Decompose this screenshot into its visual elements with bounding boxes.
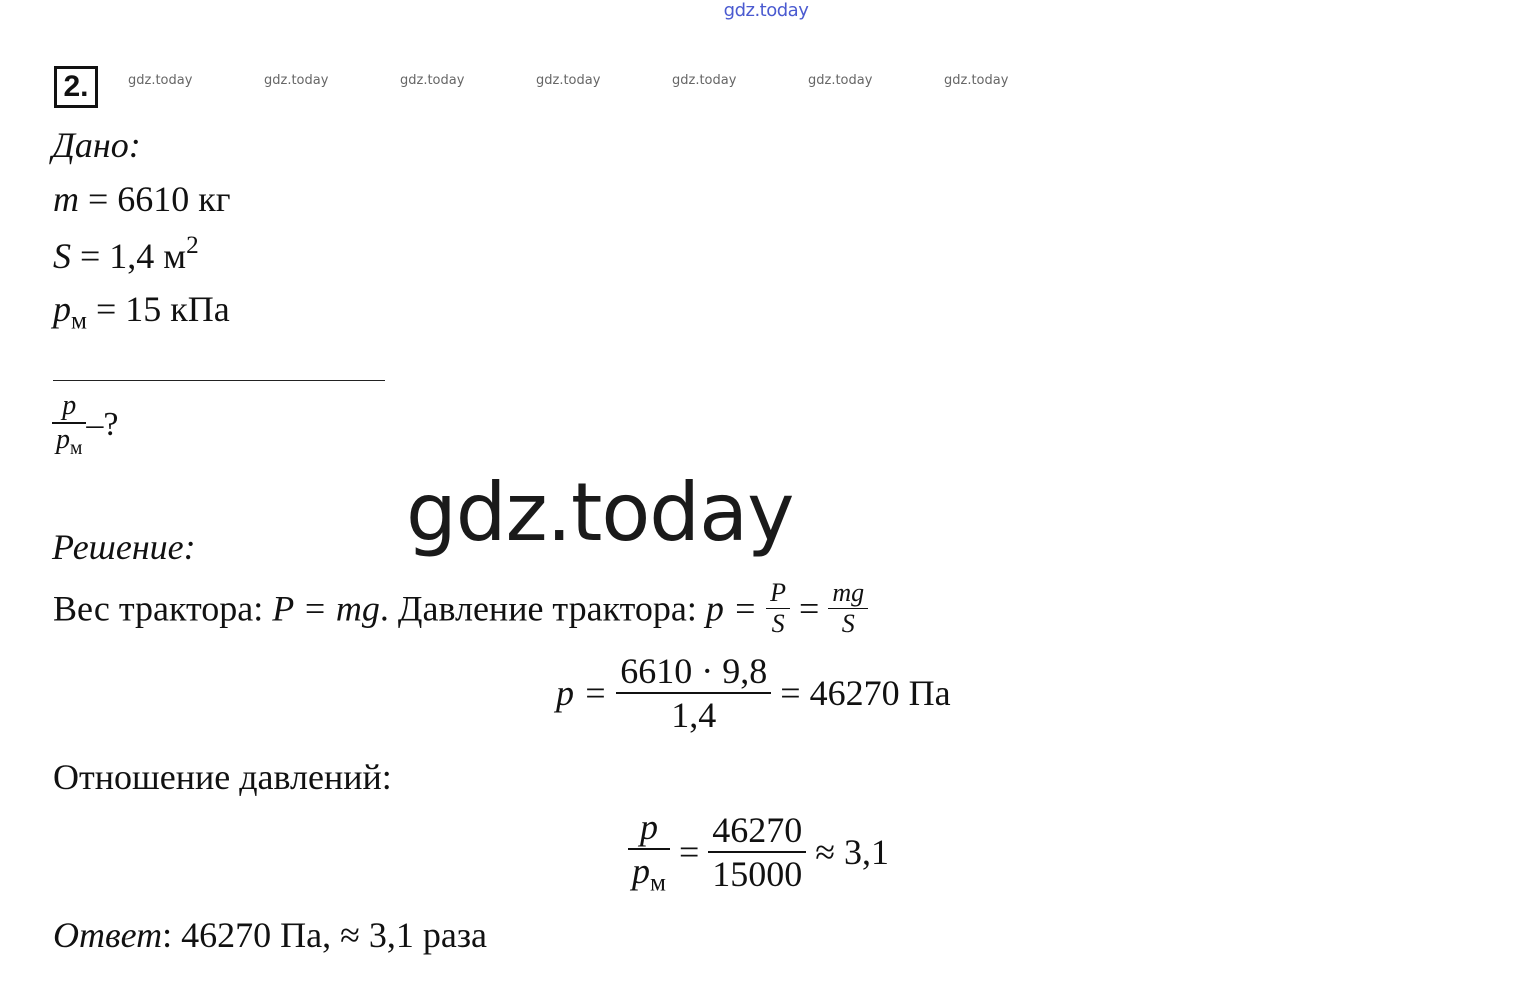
- calc-result: = 46270 Па: [771, 673, 951, 713]
- answer-line: [53, 914, 487, 956]
- given-divider: [53, 380, 385, 381]
- pressure-calculation: [556, 650, 951, 736]
- equals-sign: =: [669, 831, 709, 872]
- calc-denominator: 1,4: [671, 695, 717, 735]
- problem-number: 2.: [54, 66, 98, 108]
- given-value: = 15 кПа: [86, 289, 230, 329]
- ratio-calculation: [628, 806, 889, 898]
- find-denominator: $p_м$: [56, 424, 83, 459]
- given-pressure: [53, 288, 230, 336]
- given-area: [53, 232, 199, 277]
- given-subscript: м: [71, 307, 87, 335]
- answer-text: : 46270 Па, ≈ 3,1 раза: [162, 915, 488, 955]
- small-watermark: gdz.today: [400, 73, 465, 88]
- find-expression: [52, 390, 119, 460]
- calc-lhs: p =: [556, 673, 617, 713]
- given-symbol: S: [53, 236, 71, 277]
- given-symbol: m: [53, 179, 79, 219]
- ratio-denominator: $p_м$: [632, 851, 666, 897]
- given-value: = 1,4 м: [71, 236, 187, 277]
- pressure-symbol: p =: [705, 588, 767, 629]
- solution-text: . Давление трактора:: [379, 588, 706, 629]
- small-watermark: gdz.today: [128, 73, 193, 88]
- equals-sign: =: [790, 588, 829, 629]
- pressure-fraction: $\frac{P}{S}$: [766, 578, 790, 639]
- calc-fraction: [616, 650, 771, 736]
- ratio-result: ≈ 3,1: [806, 831, 890, 872]
- solution-text: Вес трактора:: [53, 588, 273, 629]
- ratio-label: Отношение давлений:: [53, 757, 392, 797]
- solution-label: Решение:: [52, 527, 196, 567]
- find-fraction: [52, 390, 86, 460]
- weight-formula: P = mg: [272, 588, 380, 629]
- ratio-fraction: [628, 806, 670, 898]
- small-watermark: gdz.today: [672, 73, 737, 88]
- pressure-fraction-2: $\frac{mg}{S}$: [828, 578, 868, 639]
- top-watermark: gdz.today: [723, 0, 809, 21]
- ratio-value-fraction: $\frac{46270}{15000}$: [708, 809, 806, 895]
- given-label: Дано:: [52, 125, 141, 165]
- small-watermark: gdz.today: [536, 73, 601, 88]
- find-numerator: p: [52, 390, 86, 424]
- calc-numerator: 6610 · 9,8: [616, 650, 771, 694]
- given-value: = 6610 кг: [79, 179, 231, 219]
- find-suffix: –?: [86, 405, 119, 443]
- given-symbol: p: [53, 289, 71, 329]
- answer-label: Ответ: [53, 915, 163, 955]
- given-exponent: 2: [186, 232, 199, 259]
- big-watermark: gdz.today: [406, 466, 794, 559]
- small-watermark: gdz.today: [808, 73, 873, 88]
- small-watermark: gdz.today: [264, 73, 329, 88]
- ratio-numerator: p: [628, 806, 670, 850]
- small-watermark: gdz.today: [944, 73, 1009, 88]
- given-mass: [53, 178, 231, 220]
- solution-line-1: [53, 578, 868, 639]
